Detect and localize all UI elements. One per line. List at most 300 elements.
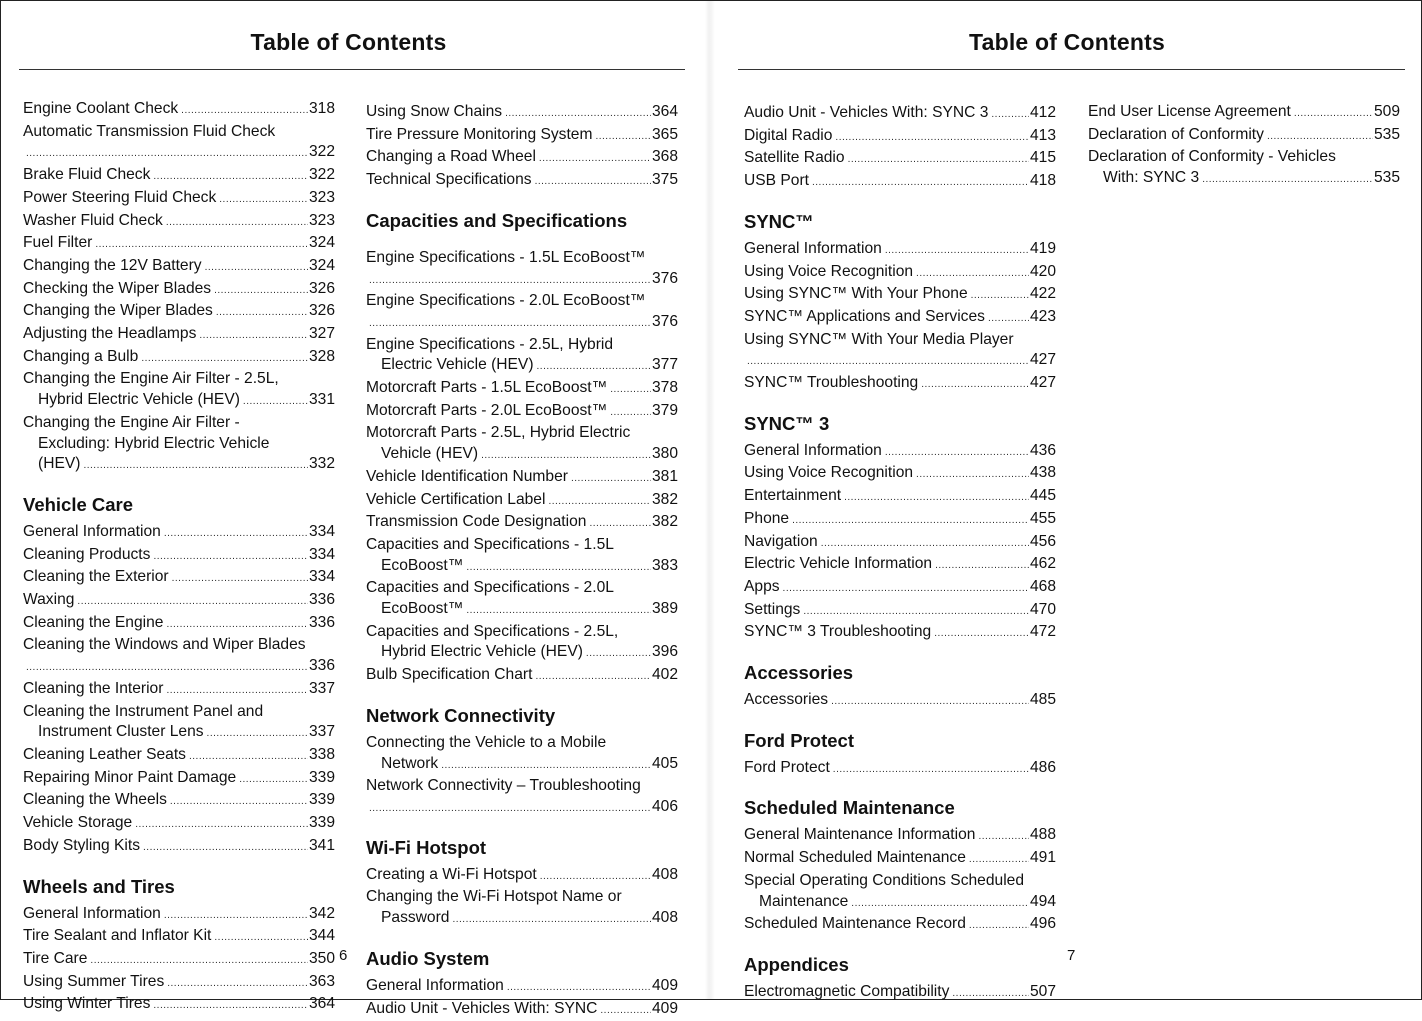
- dot-leader: [26, 658, 308, 679]
- toc-entry[interactable]: [744, 825, 1056, 848]
- entry-title: Creating a Wi-Fi Hotspot: [366, 865, 537, 886]
- toc-entry[interactable]: [744, 148, 1056, 171]
- entry-title-continued: Hybrid Electric Vehicle (HEV): [38, 390, 240, 411]
- dot-leader: [1202, 170, 1373, 191]
- entry-title: Cleaning the Instrument Panel and: [23, 703, 263, 720]
- entry-title: Engine Specifications - 2.0L EcoBoost™: [366, 292, 645, 309]
- dot-leader: [952, 984, 1029, 1005]
- entry-title: Declaration of Conformity: [1088, 125, 1264, 146]
- toc-entry[interactable]: [23, 790, 335, 813]
- toc-entry[interactable]: [23, 590, 335, 613]
- dot-leader: [848, 150, 1029, 171]
- entry-title: SYNC™ Troubleshooting: [744, 373, 918, 394]
- entry-title: Changing a Bulb: [23, 347, 138, 368]
- entry-title: Changing the 12V Battery: [23, 256, 202, 277]
- dot-leader: [610, 403, 651, 424]
- page-title: Table of Contents: [1, 29, 706, 56]
- page-number: 6: [339, 947, 347, 964]
- dot-leader: [153, 996, 308, 1017]
- toc-entry[interactable]: [366, 102, 678, 125]
- entry-title: Using Summer Tires: [23, 972, 164, 993]
- toc-entry[interactable]: [23, 165, 335, 188]
- dot-leader: [199, 326, 308, 347]
- entry-page: 332: [309, 454, 335, 475]
- entry-title-continued: Maintenance: [759, 892, 848, 913]
- toc-entry[interactable]: [23, 813, 335, 836]
- toc-entry[interactable]: [23, 99, 335, 122]
- entry-title: SYNC™ 3 Troubleshooting: [744, 622, 931, 643]
- toc-entry[interactable]: [366, 147, 678, 170]
- toc-entry[interactable]: [366, 291, 678, 334]
- dot-leader: [548, 492, 651, 513]
- dot-leader: [452, 910, 651, 931]
- toc-entry[interactable]: [366, 125, 678, 148]
- toc-entry[interactable]: [1088, 147, 1400, 190]
- entry-title: Capacities and Specifications - 1.5L: [366, 536, 614, 553]
- toc-entry[interactable]: [744, 103, 1056, 126]
- toc-entry[interactable]: [23, 211, 335, 234]
- dot-leader: [835, 128, 1029, 149]
- dot-leader: [1294, 104, 1373, 125]
- entry-page: 496: [1030, 914, 1056, 935]
- toc-entry[interactable]: [366, 622, 678, 665]
- toc-entry[interactable]: [744, 262, 1056, 285]
- entry-title: Vehicle Storage: [23, 813, 132, 834]
- entry-title-continued: (HEV): [38, 454, 80, 475]
- toc-entry[interactable]: [366, 865, 678, 888]
- entry-page: 364: [652, 102, 678, 123]
- dot-leader: [991, 105, 1029, 126]
- entry-title: Cleaning the Exterior: [23, 567, 169, 588]
- entry-page: 412: [1030, 103, 1056, 124]
- entry-title: SYNC™ Applications and Services: [744, 307, 985, 328]
- entry-title: Apps: [744, 577, 780, 598]
- entry-title: Using Voice Recognition: [744, 463, 913, 484]
- entry-title: Waxing: [23, 590, 74, 611]
- entry-page: 436: [1030, 441, 1056, 462]
- entry-title: Using Voice Recognition: [744, 262, 913, 283]
- entry-page: 363: [309, 972, 335, 993]
- entry-title: Cleaning the Windows and Wiper Blades: [23, 636, 306, 653]
- entry-title: Connecting the Vehicle to a Mobile: [366, 734, 606, 751]
- toc-entry[interactable]: [744, 486, 1056, 509]
- entry-title-continued: Excluding: Hybrid Electric Vehicle: [38, 434, 269, 455]
- toc-entry[interactable]: [366, 887, 678, 930]
- toc-entry[interactable]: [23, 122, 335, 165]
- dot-leader: [537, 357, 651, 378]
- entry-page: 427: [1030, 350, 1056, 371]
- dot-leader: [189, 747, 308, 768]
- page-title: Table of Contents: [713, 29, 1421, 56]
- toc-entry[interactable]: [744, 463, 1056, 486]
- toc-entry[interactable]: [366, 776, 678, 819]
- entry-title: Technical Specifications: [366, 170, 532, 191]
- dot-leader: [969, 916, 1029, 937]
- dot-leader: [783, 579, 1029, 600]
- dot-leader: [792, 511, 1029, 532]
- entry-page: 322: [309, 142, 335, 163]
- entry-page: 409: [652, 976, 678, 997]
- toc-entry[interactable]: [744, 373, 1056, 396]
- entry-page: 339: [309, 813, 335, 834]
- toc-entry[interactable]: [366, 490, 678, 513]
- section-heading: Accessories: [744, 662, 1056, 684]
- toc-entry[interactable]: [23, 836, 335, 859]
- entry-title: Tire Sealant and Inflator Kit: [23, 926, 211, 947]
- entry-title: Audio Unit - Vehicles With: SYNC 3: [744, 103, 988, 124]
- entry-title: Cleaning the Engine: [23, 613, 163, 634]
- entry-title: Bulb Specification Chart: [366, 665, 532, 686]
- entry-page: 376: [652, 312, 678, 333]
- toc-entry[interactable]: [744, 848, 1056, 871]
- dot-leader: [831, 692, 1029, 713]
- entry-title: Brake Fluid Check: [23, 165, 150, 186]
- toc-entry[interactable]: [23, 545, 335, 568]
- dot-leader: [153, 167, 308, 188]
- entry-page: 420: [1030, 262, 1056, 283]
- dot-leader: [921, 375, 1029, 396]
- entry-title-continued: Network: [381, 754, 438, 775]
- entry-page: 423: [1030, 307, 1056, 328]
- toc-entry[interactable]: [366, 335, 678, 378]
- toc-entry[interactable]: [23, 904, 335, 927]
- dot-leader: [540, 867, 651, 888]
- entry-page: 377: [652, 355, 678, 376]
- dot-leader: [885, 443, 1029, 464]
- toc-entry[interactable]: [744, 554, 1056, 577]
- entry-page: 405: [652, 754, 678, 775]
- entry-title: Automatic Transmission Fluid Check: [23, 123, 275, 140]
- toc-entry[interactable]: [366, 423, 678, 466]
- toc-entry[interactable]: [366, 665, 678, 688]
- entry-title: Capacities and Specifications - 2.5L,: [366, 623, 618, 640]
- entry-title: Using SYNC™ With Your Media Player: [744, 331, 1014, 348]
- toc-entry[interactable]: [23, 188, 335, 211]
- toc-column: [1088, 102, 1400, 191]
- dot-leader: [589, 514, 651, 535]
- entry-title: Special Operating Conditions Scheduled: [744, 872, 1024, 889]
- dot-leader: [916, 465, 1029, 486]
- dot-leader: [214, 281, 308, 302]
- entry-page: 408: [652, 908, 678, 929]
- toc-entry[interactable]: [23, 702, 335, 745]
- entry-page: 456: [1030, 532, 1056, 553]
- entry-page: 338: [309, 745, 335, 766]
- section-heading: Wheels and Tires: [23, 876, 335, 898]
- dot-leader: [505, 104, 651, 125]
- entry-page: 468: [1030, 577, 1056, 598]
- toc-entry[interactable]: [744, 284, 1056, 307]
- toc-entry[interactable]: [23, 613, 335, 636]
- toc-entry[interactable]: [744, 330, 1056, 373]
- entry-page: 472: [1030, 622, 1056, 643]
- dot-leader: [600, 1001, 651, 1021]
- entry-title: Scheduled Maintenance Record: [744, 914, 966, 935]
- toc-entry[interactable]: [366, 378, 678, 401]
- entry-page: 455: [1030, 509, 1056, 530]
- toc-entry[interactable]: [744, 509, 1056, 532]
- entry-title: Using Winter Tires: [23, 994, 150, 1015]
- toc-entry[interactable]: [23, 994, 335, 1017]
- entry-title: Entertainment: [744, 486, 841, 507]
- toc-entry[interactable]: [23, 279, 335, 302]
- entry-page: 324: [309, 256, 335, 277]
- dot-leader: [207, 724, 308, 745]
- entry-title: USB Port: [744, 171, 809, 192]
- toc-entry[interactable]: [23, 949, 335, 972]
- dot-leader: [95, 235, 308, 256]
- entry-page: 408: [652, 865, 678, 886]
- entry-title: Accessories: [744, 690, 828, 711]
- entry-page: 488: [1030, 825, 1056, 846]
- entry-page: 326: [309, 279, 335, 300]
- dot-leader: [143, 838, 308, 859]
- left-page: [1, 1, 706, 999]
- dot-leader: [844, 488, 1029, 509]
- toc-entry[interactable]: [23, 347, 335, 370]
- toc-column: [366, 102, 678, 1021]
- toc-entry[interactable]: [23, 926, 335, 949]
- toc-entry[interactable]: [1088, 102, 1400, 125]
- entry-page: 334: [309, 522, 335, 543]
- entry-page: 324: [309, 233, 335, 254]
- entry-title: Electric Vehicle Information: [744, 554, 932, 575]
- dot-leader: [83, 456, 308, 477]
- toc-entry[interactable]: [744, 871, 1056, 914]
- entry-page: 336: [309, 590, 335, 611]
- entry-title: Changing the Wi-Fi Hotspot Name or: [366, 888, 622, 905]
- dot-leader: [243, 392, 308, 413]
- entry-title: Motorcraft Parts - 1.5L EcoBoost™: [366, 378, 607, 399]
- entry-page: 350: [309, 949, 335, 970]
- entry-page: 365: [652, 125, 678, 146]
- section-heading: Wi-Fi Hotspot: [366, 837, 678, 859]
- entry-page: 438: [1030, 463, 1056, 484]
- entry-title: Digital Radio: [744, 126, 832, 147]
- entry-title-continued: Electric Vehicle (HEV): [381, 355, 534, 376]
- entry-page: 378: [652, 378, 678, 399]
- toc-entry[interactable]: [23, 256, 335, 279]
- entry-page: 322: [309, 165, 335, 186]
- dot-leader: [969, 850, 1029, 871]
- entry-title: Transmission Code Designation: [366, 512, 586, 533]
- toc-entry[interactable]: [744, 600, 1056, 623]
- dot-leader: [239, 770, 308, 791]
- toc-entry[interactable]: [744, 914, 1056, 937]
- toc-entry[interactable]: [366, 976, 678, 999]
- dot-leader: [135, 815, 308, 836]
- spacer: [366, 238, 678, 248]
- entry-page: 494: [1030, 892, 1056, 913]
- entry-page: 382: [652, 512, 678, 533]
- entry-page: 339: [309, 768, 335, 789]
- toc-entry[interactable]: [23, 413, 335, 477]
- entry-title: Capacities and Specifications - 2.0L: [366, 579, 614, 596]
- entry-title: Cleaning Products: [23, 545, 150, 566]
- dot-leader: [205, 258, 308, 279]
- toc-entry[interactable]: [366, 535, 678, 578]
- entry-page: 389: [652, 599, 678, 620]
- section-heading: Ford Protect: [744, 730, 1056, 752]
- dot-leader: [216, 303, 308, 324]
- toc-entry[interactable]: [744, 441, 1056, 464]
- entry-title: General Information: [744, 239, 882, 260]
- entry-title: Changing the Engine Air Filter - 2.5L,: [23, 370, 279, 387]
- entry-page: 334: [309, 567, 335, 588]
- entry-title: Phone: [744, 509, 789, 530]
- dot-leader: [164, 524, 308, 545]
- entry-page: 396: [652, 642, 678, 663]
- dot-leader: [821, 534, 1029, 555]
- entry-title: Changing the Engine Air Filter -: [23, 414, 240, 431]
- title-rule: [738, 69, 1405, 70]
- toc-entry[interactable]: [744, 982, 1056, 1005]
- entry-page: 337: [309, 679, 335, 700]
- dot-leader: [181, 101, 308, 122]
- dot-leader: [978, 827, 1029, 848]
- dot-leader: [803, 602, 1029, 623]
- entry-page: 341: [309, 836, 335, 857]
- entry-page: 485: [1030, 690, 1056, 711]
- toc-entry[interactable]: [744, 239, 1056, 262]
- entry-page: 328: [309, 347, 335, 368]
- entry-page: 375: [652, 170, 678, 191]
- dot-leader: [369, 271, 651, 292]
- toc-entry[interactable]: [744, 690, 1056, 713]
- dot-leader: [369, 314, 651, 335]
- entry-title-continued: EcoBoost™: [381, 556, 463, 577]
- entry-page: 327: [309, 324, 335, 345]
- toc-entry[interactable]: [366, 170, 678, 193]
- entry-title: General Information: [366, 976, 504, 997]
- dot-leader: [170, 792, 308, 813]
- toc-entry[interactable]: [1088, 125, 1400, 148]
- dot-leader: [535, 172, 651, 193]
- dot-leader: [507, 978, 651, 999]
- dot-leader: [466, 558, 651, 579]
- toc-entry[interactable]: [366, 248, 678, 291]
- toc-entry[interactable]: [366, 578, 678, 621]
- dot-leader: [219, 190, 308, 211]
- toc-entry[interactable]: [744, 126, 1056, 149]
- section-heading: Scheduled Maintenance: [744, 797, 1056, 819]
- dot-leader: [167, 974, 308, 995]
- toc-entry[interactable]: [366, 467, 678, 490]
- toc-entry[interactable]: [23, 567, 335, 590]
- entry-page: 486: [1030, 758, 1056, 779]
- entry-title: Using Snow Chains: [366, 102, 502, 123]
- toc-entry[interactable]: [744, 622, 1056, 645]
- dot-leader: [833, 760, 1029, 781]
- toc-entry[interactable]: [23, 369, 335, 412]
- entry-page: 337: [309, 722, 335, 743]
- toc-entry[interactable]: [23, 233, 335, 256]
- toc-entry[interactable]: [366, 999, 678, 1021]
- dot-leader: [26, 144, 308, 165]
- entry-page: 462: [1030, 554, 1056, 575]
- toc-entry[interactable]: [23, 522, 335, 545]
- entry-title: Audio Unit - Vehicles With: SYNC: [366, 999, 597, 1020]
- toc-entry[interactable]: [23, 745, 335, 768]
- entry-page: 323: [309, 211, 335, 232]
- toc-column: [23, 99, 335, 1017]
- entry-page: 535: [1374, 168, 1400, 189]
- toc-entry[interactable]: [366, 733, 678, 776]
- entry-page: 326: [309, 301, 335, 322]
- entry-title: Vehicle Identification Number: [366, 467, 568, 488]
- toc-entry[interactable]: [366, 512, 678, 535]
- dot-leader: [571, 469, 651, 490]
- toc-entry[interactable]: [366, 401, 678, 424]
- toc-entry[interactable]: [23, 768, 335, 791]
- dot-leader: [172, 569, 308, 590]
- entry-title: Fuel Filter: [23, 233, 92, 254]
- dot-leader: [539, 149, 651, 170]
- section-heading: Capacities and Specifications: [366, 210, 678, 232]
- title-rule: [19, 69, 685, 70]
- entry-page: 382: [652, 490, 678, 511]
- right-page: [713, 1, 1421, 999]
- entry-title: Power Steering Fluid Check: [23, 188, 216, 209]
- entry-title-continued: Instrument Cluster Lens: [38, 722, 204, 743]
- entry-title: Washer Fluid Check: [23, 211, 163, 232]
- entry-title-continued: With: SYNC 3: [1103, 168, 1199, 189]
- entry-title: Changing a Road Wheel: [366, 147, 536, 168]
- dot-leader: [934, 624, 1029, 645]
- entry-page: 344: [309, 926, 335, 947]
- entry-title: Adjusting the Headlamps: [23, 324, 196, 345]
- entry-title: Engine Specifications - 2.5L, Hybrid: [366, 336, 613, 353]
- toc-entry[interactable]: [744, 171, 1056, 194]
- entry-title: Checking the Wiper Blades: [23, 279, 211, 300]
- toc-entry[interactable]: [744, 532, 1056, 555]
- section-heading: Network Connectivity: [366, 705, 678, 727]
- toc-entry[interactable]: [744, 577, 1056, 600]
- entry-title-continued: Password: [381, 908, 449, 929]
- entry-page: 383: [652, 556, 678, 577]
- entry-page: 509: [1374, 102, 1400, 123]
- toc-entry[interactable]: [23, 972, 335, 995]
- entry-page: 342: [309, 904, 335, 925]
- entry-title: Using SYNC™ With Your Phone: [744, 284, 968, 305]
- toc-entry[interactable]: [23, 679, 335, 702]
- entry-title: Vehicle Certification Label: [366, 490, 545, 511]
- toc-entry[interactable]: [744, 758, 1056, 781]
- entry-title: Repairing Minor Paint Damage: [23, 768, 236, 789]
- toc-column: [744, 103, 1056, 1005]
- dot-leader: [885, 241, 1029, 262]
- entry-page: 364: [309, 994, 335, 1015]
- dot-leader: [586, 644, 651, 665]
- dot-leader: [535, 667, 651, 688]
- section-heading: Audio System: [366, 948, 678, 970]
- entry-page: 368: [652, 147, 678, 168]
- entry-page: 323: [309, 188, 335, 209]
- dot-leader: [164, 906, 308, 927]
- entry-title: Cleaning Leather Seats: [23, 745, 186, 766]
- dot-leader: [595, 127, 651, 148]
- dot-leader: [971, 286, 1029, 307]
- dot-leader: [441, 756, 651, 777]
- toc-entry[interactable]: [744, 307, 1056, 330]
- entry-title: End User License Agreement: [1088, 102, 1291, 123]
- toc-entry[interactable]: [23, 324, 335, 347]
- section-heading: SYNC™ 3: [744, 413, 1056, 435]
- toc-entry[interactable]: [23, 635, 335, 678]
- entry-title: Changing the Wiper Blades: [23, 301, 213, 322]
- dot-leader: [166, 681, 308, 702]
- toc-entry[interactable]: [23, 301, 335, 324]
